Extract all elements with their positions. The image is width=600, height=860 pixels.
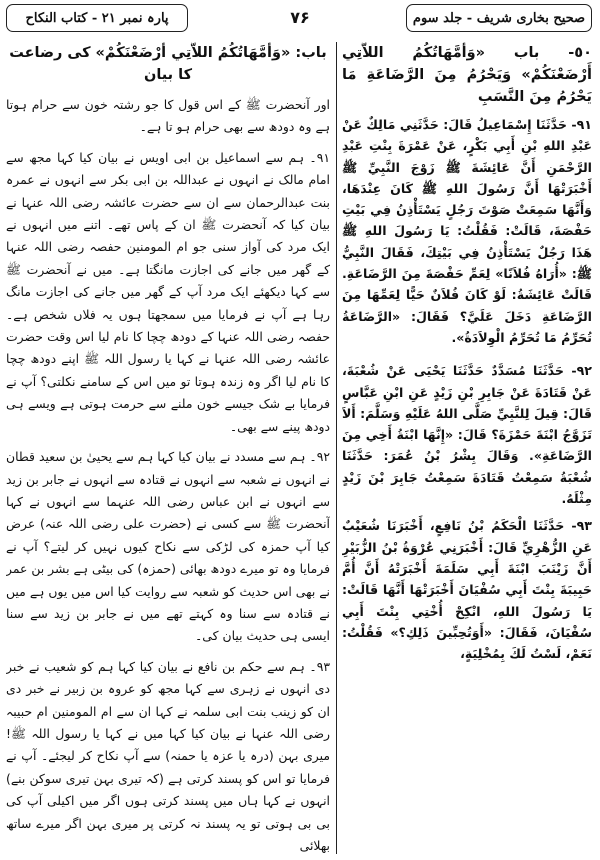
arabic-hadith-91: ٩١- حَدَّثَنَا إِسْمَاعِيلُ قَالَ: حَدَّثَنِي مَالِكٌ عَنْ عَبْدِ اللهِ بْنِ أَبِي بَكْرٍ، عَنْ عَمْرَةَ بِنْتِ عَبْدِ الرَّحْمَنِ أَنَّ عَائِشَةَ ﷺ زَوْجَ النَّبِيِّ ﷺ أَخْبَرَتْهَا أَنَّ رَسُولَ اللهِ ﷺ كَانَ عِنْدَهَا، وَأَنَّهَا سَمِعَتْ صَوْتَ رَجُلٍ يَسْتَأْذِنُ فِي بَيْتِ حَفْصَةَ، قَالَتْ: فَقُلْتُ: يَا رَسُولَ اللهِ ﷺ هَذَا رَجُلٌ يَسْتَأْذِنُ فِي بَيْتِكَ، فَقَالَ النَّبِيُّ ﷺ: «أُرَاهُ فُلاَنًا» لِعَمِّ حَفْصَةَ مِنَ الرَّضَاعَةِ. قَالَتْ عَائِشَةُ: لَوْ كَانَ فُلاَنٌ حَيًّا لِعَمِّهَا مِنَ الرَّضَاعَةِ دَخَلَ عَلَيَّ؟ فَقَالَ: «الرَّضَاعَةُ تُحَرِّمُ مَا تُحَرِّمُ الْوِلاَدَةُ».: [342, 117, 592, 345]
page-number: ۷۶: [290, 8, 310, 27]
arabic-hadith-92: ٩٢- حَدَّثَنَا مُسَدَّدٌ حَدَّثَنَا يَحْيَى عَنْ شُعْبَةَ، عَنْ قَتَادَةَ عَنْ جَابِرِ بْنِ زَيْدٍ عَنِ ابْنِ عَبَّاسٍ قَالَ: قِيلَ لِلنَّبِيِّ صَلَّى اللهُ عَلَيْهِ وَسَلَّمَ: أَلاَ تَزَوَّجُ ابْنَةَ حَمْزَةَ؟ قَالَ: «إِنَّهَا ابْنَةُ أَخِي مِنَ الرَّضَاعَةِ». وَقَالَ بِشْرُ بْنُ عُمَرَ: حَدَّثَنَا شُعْبَةُ سَمِعْتُ قَتَادَةَ سَمِعْتُ جَابِرَ بْنَ زَيْدٍ مِثْلَهُ.: [342, 363, 592, 507]
urdu-chapter-title: باب: «وَأُمَّهَاتُكُمُ اللاَّتِي أَرْضَعْنَكُمْ» کی رضاعت کا بیان: [9, 45, 327, 83]
urdu-hadith-91: ۹۱۔ ہم سے اسماعیل بن ابی اویس نے بیان کیا کہا مجھ سے امام مالک نے انہوں نے عبداللہ بن ابی بکر سے انہوں نے عمرہ بنت عبدالرحمان سے ان سے حضرت عائشہ رضی اللہ عنہا نے بیان کیا کہ آنحضرت ﷺ ان کے پاس تھے۔ اتنے میں انہوں نے ایک مرد کی آواز سنی جو ام المومنین حفصہ رضی اللہ عنہا کے گھر میں جانے کی اجازت مانگتا ہے۔ میں نے آنحضرت ﷺ سے کہا دیکھئے ایک مرد آپ کے گھر میں جانے کی اجازت مانگ رہا ہے آپ نے فرمایا میں سمجھتا ہوں یہ فلاں شخص ہے۔ حفصہ رضی اللہ عنہا کے دودھ چچا کا نام لیا اس وقت حضرت عائشہ رضی اللہ عنہا نے کہا یا رسول اللہ ﷺ اپنے دودھ چچا کا نام لیا اگر وہ زندہ ہوتا تو میں اس کے سامنے نکلتی؟ آپ نے فرمایا بے شک جیسے خون ملنے سے حرمت ہوتی ہے ویسے ہی دودھ پینے سے بھی۔: [6, 149, 330, 434]
book-title-box: [406, 4, 592, 32]
section-title: پارہ نمبر ۲۱ - کتاب النکاح: [25, 10, 169, 26]
arabic-hadith-93: ٩٣- حَدَّثَنَا الْحَكَمُ بْنُ نَافِعٍ، أَخْبَرَنَا شُعَيْبٌ عَنِ الزُّهْرِيِّ قَالَ: أَخْبَرَنِي عُرْوَةُ بْنُ الزُّبَيْرِ أَنَّ زَيْنَبَ ابْنَةَ أَبِي سَلَمَةَ أَخْبَرَتْهُ أَنَّ أُمَّ حَبِيبَةَ بِنْتَ أَبِي سُفْيَانَ أَخْبَرَتْهَا أَنَّهَا قَالَتْ: يَا رَسُولَ اللهِ، انْكِحْ أُخْتِي بِنْتَ أَبِي سُفْيَانَ، فَقَالَ: «أَوَتُحِبِّينَ ذَلِكِ؟» فَقُلْتُ: نَعَمْ، لَسْتُ لَكَ بِمُخْلِيَةٍ،: [342, 518, 592, 662]
urdu-intro: اور آنحضرت ﷺ کے اس قول کا جو رشتہ خون سے حرام ہوتا ہے وہ دودھ سے بھی حرام ہو تا ہے۔: [6, 97, 330, 135]
arabic-column: [342, 42, 592, 854]
arabic-chapter-title: ٥٠- باب «وَأُمَّهَاتُكُمُ اللاَّتِي أَرْضَعْنَكُمْ» وَيَحْرُمُ مِنَ الرَّضَاعَةِ مَا يَحْرُمُ مِنَ النَّسَبِ: [342, 45, 592, 105]
urdu-column: [6, 42, 330, 854]
column-divider: [336, 42, 337, 854]
book-title: صحیح بخاری شریف - جلد سوم: [412, 10, 586, 26]
urdu-hadith-92: ۹۲۔ ہم سے مسدد نے بیان کیا کہا ہم سے یحییٰ بن سعید قطان نے انہوں نے شعبہ سے انہوں نے قتادہ سے انہوں نے جابر بن زید سے انہوں نے ابن عباس رضی اللہ عنہما سے انہوں نے کہا آنحضرت ﷺ سے کسی نے (حضرت علی رضی اللہ عنہ) عرض کیا آپ حمزہ کی لڑکی سے نکاح کیوں نہیں کر لیتے؟ آپ نے فرمایا وہ تو میرے دودھ بھائی (حمزہ) کی بیٹی ہے بشر بن عمر نے بھی اس حدیث کو شعبہ سے روایت کیا اس میں یوں ہے میں نے قتادہ سے سنا وہ کہتے تھے میں نے جابر بن زید سے سنا ایسی ہی حدیث بیان کی۔: [6, 449, 330, 644]
urdu-hadith-93: ۹۳۔ ہم سے حکم بن نافع نے بیان کیا کہا ہم کو شعیب نے خبر دی انہوں نے زہری سے کہا مجھ کو عروہ بن زبیر نے خبر دی ان کو زینب بنت ابی سلمہ نے کہا ان سے ام المومنین ام حبیبہ رضی اللہ عنہا نے بیان کیا کہا میں نے کہا یا رسول اللہ ﷺ! میری بہن (درہ یا عزہ یا حمنہ) سے آپ نکاح کر لیجئے۔ آپ نے فرمایا تو اس کو پسند کرتی ہے (کہ تیری بہن تیری سوکن بنے) انہوں نے کہا ہاں میں پسند کرتی ہوں اگر میں اکیلی آپ کی بی بی ہوتی تو یہ پسند نہ کرتی پر میری بہن اگر میرے ساتھ بھلائی: [6, 658, 330, 853]
section-title-box: [6, 4, 188, 32]
